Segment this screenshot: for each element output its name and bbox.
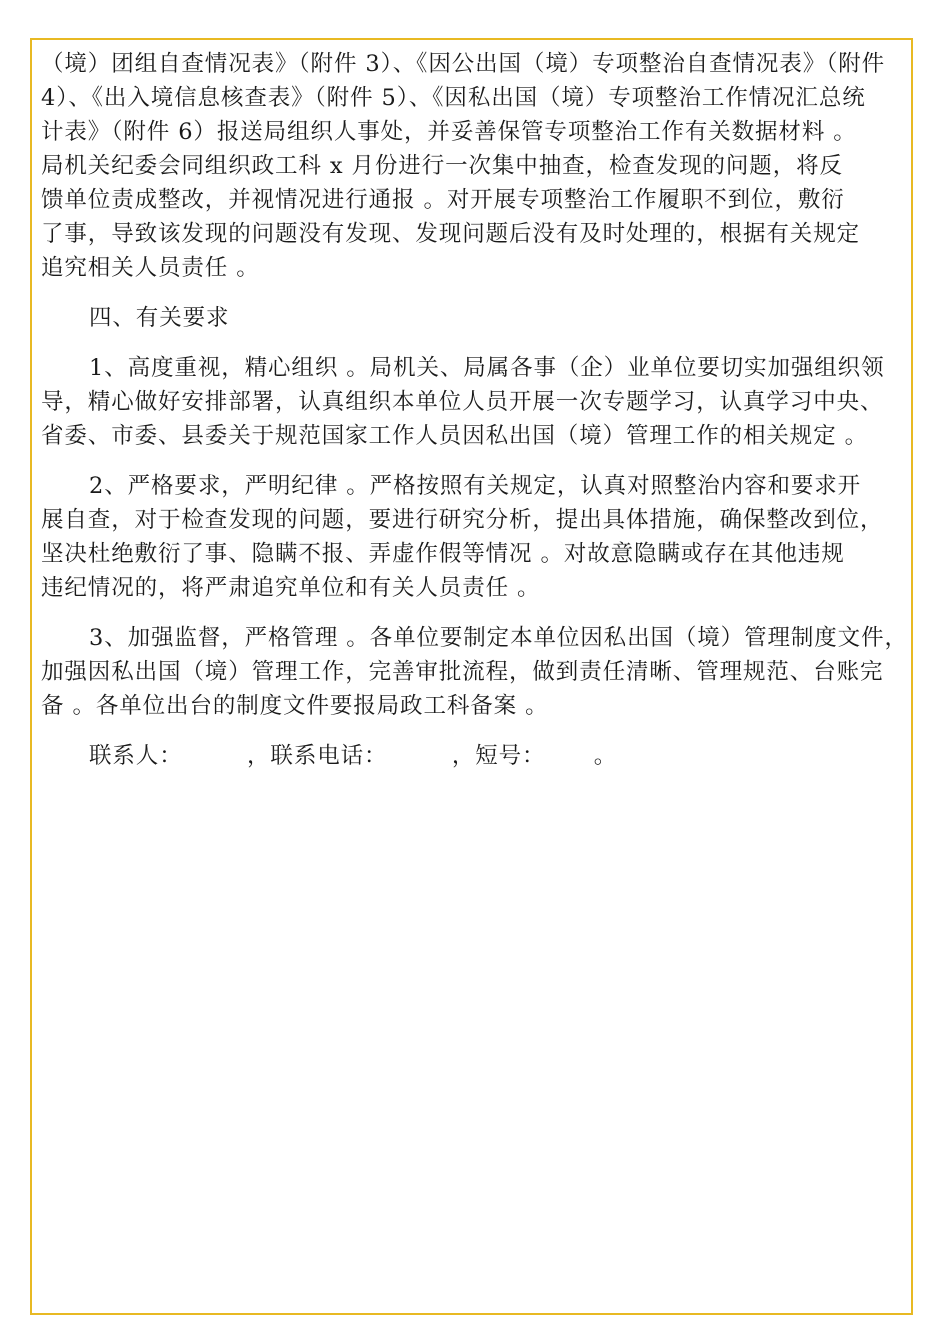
text-line: 了事，导致该发现的问题没有发现、发现问题后没有及时处理的，根据有关规定 [41, 221, 861, 247]
text-line: 导，精心做好安排部署，认真组织本单位人员开展一次专题学习，认真学习中央、 [41, 389, 884, 415]
text-line: 2、严格要求，严明纪律 。严格按照有关规定，认真对照整治内容和要求开 [89, 473, 862, 499]
text-line: 违纪情况的，将严肃追究单位和有关人员责任 。 [41, 575, 541, 601]
paragraph-attachments-and-inspection [41, 47, 909, 285]
requirement-item-1 [41, 351, 909, 453]
text-line: 省委、市委、县委关于规范国家工作人员因私出国（境）管理工作的相关规定 。 [41, 423, 869, 449]
document-body [41, 47, 909, 773]
text-line: 展自查，对于检查发现的问题，要进行研究分析，提出具体措施，确保整改到位， [41, 507, 884, 533]
text-line: 坚决杜绝敷衍了事、隐瞒不报、弄虚作假等情况 。对故意隐瞒或存在其他违规 [41, 541, 845, 567]
text-line: 4）、《出入境信息核查表》（附件 5）、《因私出国（境）专项整治工作情况汇总统 [41, 85, 866, 111]
requirement-item-3 [41, 621, 909, 723]
text-line: 3、加强监督，严格管理 。各单位要制定本单位因私出国（境）管理制度文件， [89, 625, 908, 651]
text-line: （境）团组自查情况表》（附件 3）、《因公出国（境）专项整治自查情况表》（附件 [41, 51, 886, 77]
text-line: 加强因私出国（境）管理工作，完善审批流程，做到责任清晰、管理规范、台账完 [41, 659, 884, 685]
text-line: 1、高度重视，精心组织 。局机关、局属各事（企）业单位要切实加强组织领 [89, 355, 885, 381]
text-line: 追究相关人员责任 。 [41, 255, 260, 281]
text-line: 计表》（附件 6）报送局组织人事处，并妥善保管专项整治工作有关数据材料 。 [41, 119, 857, 145]
requirement-item-2 [41, 469, 909, 605]
text-line: 局机关纪委会同组织政工科 x 月份进行一次集中抽查，检查发现的问题，将反 [41, 153, 843, 179]
text-line: 馈单位责成整改，并视情况进行通报 。对开展专项整治工作履职不到位，敷衍 [41, 187, 845, 213]
section-heading: 四、有关要求 [89, 305, 230, 331]
text-line: 备 。各单位出台的制度文件要报局政工科备案 。 [41, 693, 549, 719]
contact-info: 联系人： ，联系电话： ，短号： 。 [89, 743, 618, 769]
